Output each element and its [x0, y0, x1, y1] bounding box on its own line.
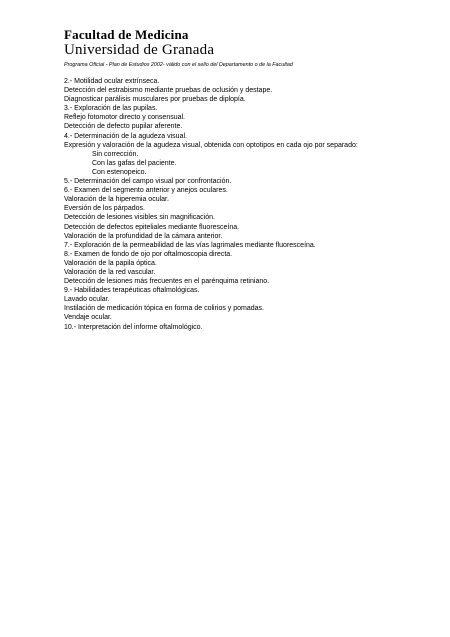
text-line: Eversión de los párpados. — [64, 205, 145, 213]
section-heading-7: 7.- Exploración de la permeabilidad de las vías lagrimales mediante fluoresceína. — [64, 241, 316, 249]
text-line: Detección de lesiones más frecuentes en el parénquima retiniano. — [64, 278, 270, 286]
text-line: Valoración de la papila óptica. — [64, 259, 157, 267]
section-heading-3: 3.- Exploración de las pupilas. — [64, 105, 158, 113]
university-heading: Universidad de Granada — [64, 42, 215, 58]
faculty-heading: Facultad de Medicina — [64, 27, 189, 42]
section-heading-10: 10.- Interpretación del informe oftalmológico. — [64, 323, 203, 331]
text-line: Vendaje ocular. — [64, 314, 112, 322]
text-line: Valoración de la hiperemia ocular. — [64, 196, 169, 204]
section-heading-4: 4.- Determinación de la agudeza visual. — [64, 132, 187, 140]
indented-item: Sin corrección. — [92, 150, 139, 158]
program-subtitle: Programa Oficial - Plan de Estudios 2002- válido con el sello del Departamento o de la Facultad — [64, 62, 293, 68]
text-line: Valoración de la red vascular. — [64, 268, 156, 276]
text-line: Valoración de la profundidad de la cámara anterior. — [64, 232, 223, 240]
text-paragraph: Expresión y valoración de la agudeza visual, obtenida con optotipos en cada ojo por separado: — [64, 141, 358, 149]
text-line: Detección del estrabismo mediante pruebas de oclusión y destape. — [64, 87, 273, 95]
section-heading-2: 2.- Motilidad ocular extrínseca. — [64, 78, 160, 85]
content-body — [64, 77, 394, 332]
section-heading-9: 9.- Habilidades terapéuticas oftalmológicas. — [64, 287, 200, 295]
document-page — [64, 28, 394, 332]
text-line: Detección de defecto pupilar aferente. — [64, 123, 183, 131]
text-line: Detección de defectos epiteliales mediante fluoresceína. — [64, 223, 240, 231]
text-line: Lavado ocular. — [64, 296, 110, 304]
section-heading-8: 8.- Examen de fondo de ojo por oftalmoscopia directa. — [64, 250, 233, 258]
indented-item: Con las gafas del paciente. — [92, 159, 177, 167]
section-heading-5: 5.- Determinación del campo visual por confrontación. — [64, 178, 232, 186]
indented-item: Con estenopeico. — [92, 168, 147, 176]
text-line: Instilación de medicación tópica en forma de colirios y pomadas. — [64, 305, 264, 313]
text-line: Reflejo fotomotor directo y consensual. — [64, 114, 186, 122]
text-line: Diagnosticar parálisis musculares por pruebas de diplopía. — [64, 96, 246, 104]
text-line: Detección de lesiones visibles sin magnificación. — [64, 214, 215, 222]
section-heading-6: 6.- Examen del segmento anterior y anejos oculares. — [64, 187, 228, 195]
